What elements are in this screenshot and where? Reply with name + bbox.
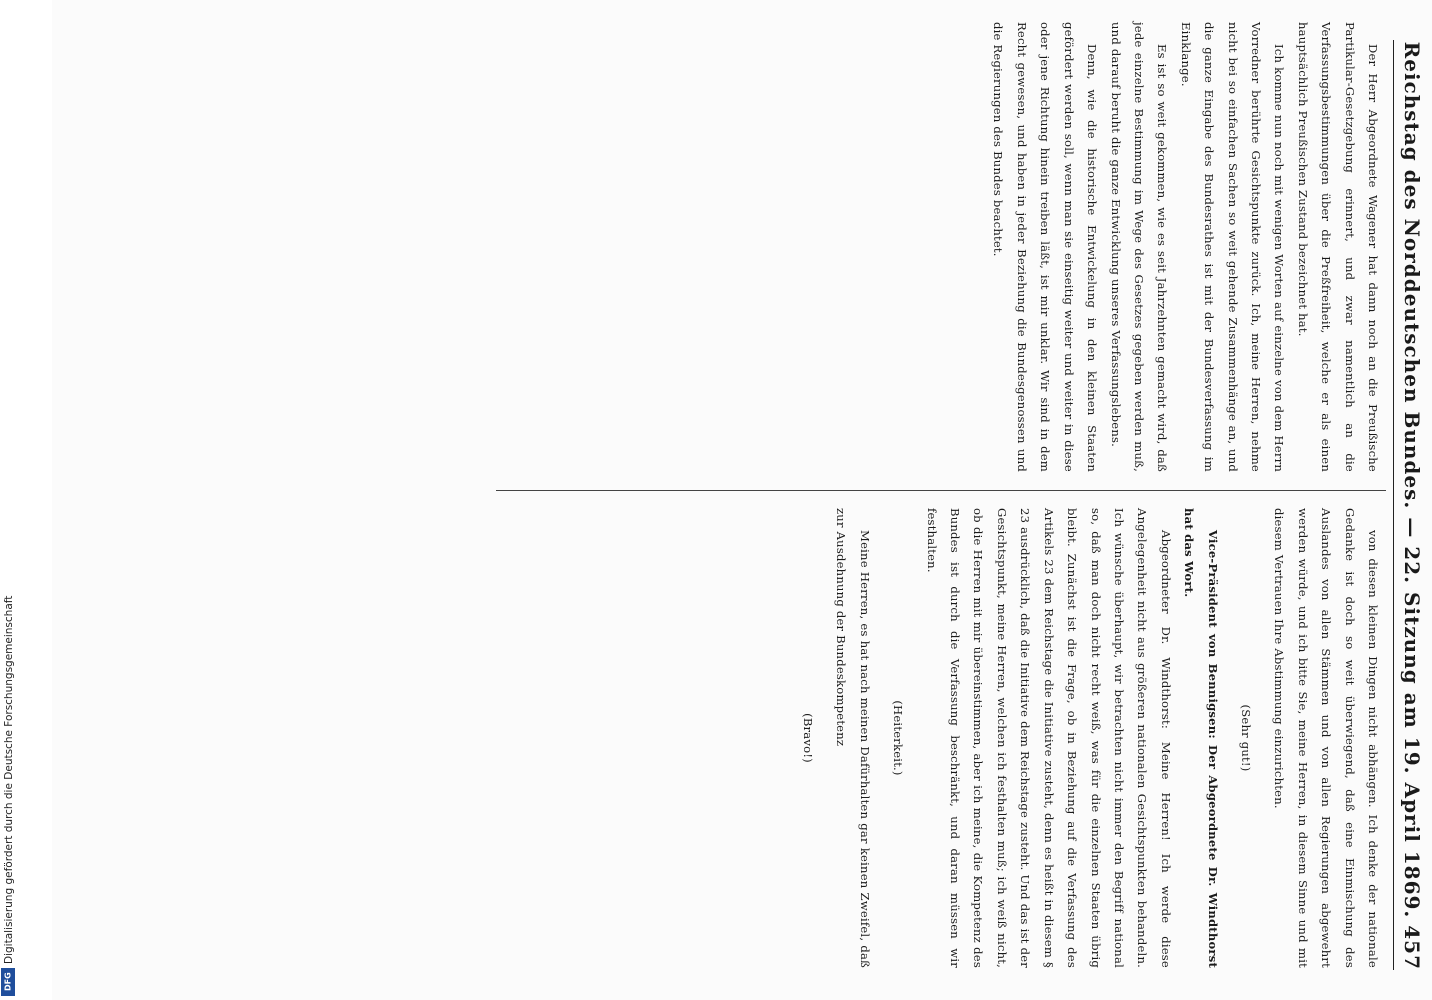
funding-credit: Digitalisierung gefördert durch die Deutsche Forschungsgemeinschaft — [3, 595, 15, 964]
paragraph: von diesen kleinen Dingen nicht abhängen. Ich denke der nationale Gedanke ist doch so weit überwiegend, daß eine Einmischung des Auslandes von allen Stämmen und von allen Regierungen abgewehrt werden würde, und ich bitte Sie, meine Herren, in diesem Sinne und mit diesem Vertrauen Ihre Abstimmung einzurichten. — [1272, 508, 1380, 968]
interjection: (Bravo!) — [801, 713, 816, 763]
right-column — [786, 508, 1384, 968]
speaker-line: Vice-Präsident von Bennigsen: Der Abgeordnete Dr. Windthorst hat das Wort. — [1182, 508, 1220, 968]
left-column — [986, 22, 1384, 472]
paragraph: Denn, wie die historische Entwickelung in den kleinen Staaten gefördert werden soll, wenn man sie einseitig weiter und weiter in diese oder jene Richtung hinein treiben läßt, ist mir unklar. Wir sind in dem Recht gewesen, und haben in jeder Beziehung die Bundesgenossen und die Regierungen des Bundes beachtet. — [991, 22, 1100, 472]
paragraph: Es ist so weit gekommen, wie es seit Jahrzehnten gemacht wird, daß jede einzelne Bestimmung im Wege des Gesetzes gegeben werden muß, und darauf beruht die ganze Entwicklung unseres Verfassungslebens. — [1108, 22, 1170, 472]
paragraph: Abgeordneter Dr. Windthorst: Meine Herren! Ich werde diese Angelegenheit nicht aus größeren nationalen Gesichtspunkten behandeln. Ich wünsche überhaupt, wir betrachten nicht immer den Begriff national so, daß man doch nicht recht weiß, was für die einzelnen Staaten übrig bleibt. Zunächst ist die Frage, ob in Beziehung auf die Verfassung des Artikels 23 dem Reichstage die Initiative zusteht, denn es heißt in diesem § 23 ausdrücklich, daß die Initiative dem Reichstage zusteht. Und das ist der Gesichtspunkt, meine Herren, welchen ich festhalten muß; ich weiß nicht, ob die Herren mit mir übereinstimmen, aber ich meine, die Kompetenz des Bundes ist durch die Verfassung beschränkt, und daran müssen wir festhalten. — [924, 508, 1173, 968]
scanned-page — [52, 0, 1432, 1000]
page-header — [1393, 40, 1430, 970]
page-title: Reichstag des Norddeutschen Bundes. — 22. Sitzung am 19. April 1869. — [1400, 41, 1424, 919]
interjection: (Sehr gut!) — [1238, 704, 1253, 772]
dfg-logo: DFG — [1, 968, 15, 996]
page-number: 457 — [1400, 925, 1424, 970]
paragraph: Ich komme nun noch mit wenigen Worten auf einzelne von dem Herrn Vorredner berührte Gesichtspunkte zurück. Ich, meine Herren, nehme nicht bei so einfachen Sachen so weit gehende Zusammenhänge an, und die ganze Eingabe des Bundesrathes ist mit der Bundesverfassung im Einklange. — [1178, 22, 1287, 472]
interjection: (Heiterkeit.) — [891, 700, 906, 776]
paragraph: Der Herr Abgeordnete Wagener hat dann noch an die Preußische Partikular-Gesetzgebung erinnert, und zwar namentlich an die Verfassungsbestimmungen über die Preßfreiheit, welche er als einen hauptsächlich Preußischen Zustand bezeichnet hat. — [1295, 22, 1380, 472]
paragraph: Meine Herren, es hat nach meinen Dafürhalten gar keinen Zweifel, daß zur Ausdehnung der Bundeskompetenz — [834, 508, 872, 968]
credit-sidebar — [0, 0, 16, 1000]
column-divider — [496, 490, 1386, 491]
